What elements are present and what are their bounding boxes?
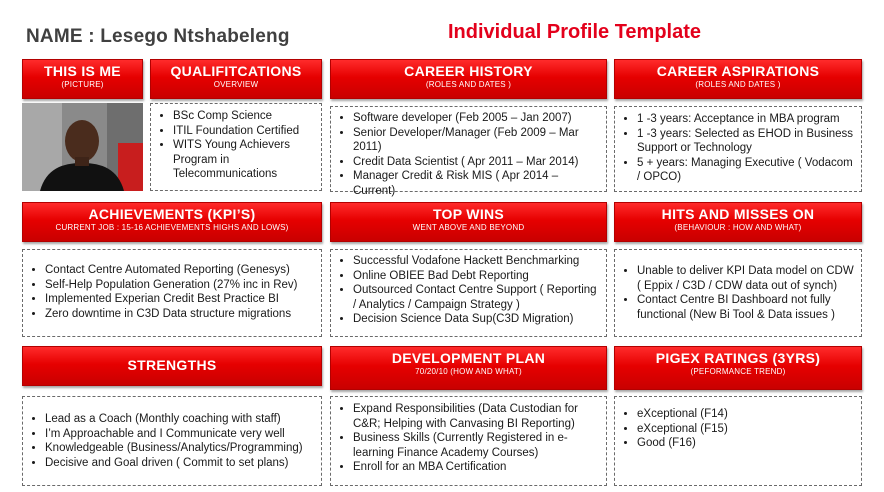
person-avatar-icon	[22, 103, 143, 191]
development-plan-list	[335, 402, 602, 475]
strengths-header	[22, 346, 322, 386]
career-history-subtitle: (ROLES AND DATES )	[425, 80, 512, 89]
pigex-ratings-title: PIGEX RATINGS (3YRS)	[655, 350, 821, 366]
achievements-subtitle: CURRENT JOB : 15-16 ACHIEVEMENTS HIGHS AND LOWS)	[55, 223, 289, 232]
this-is-me-subtitle: (PICTURE)	[61, 80, 104, 89]
list-item: • Contact Centre BI Dashboard not fully functional (New Bi Tool & Data issues )	[637, 293, 857, 322]
development-plan-subtitle: 70/20/10 (HOW AND WHAT)	[415, 367, 522, 376]
list-item: • Knowledgeable (Business/Analytics/Programming)	[45, 441, 317, 456]
this-is-me-title: THIS IS ME	[44, 63, 121, 79]
career-aspirations-title: CAREER ASPIRATIONS	[656, 63, 820, 79]
profile-name: NAME : Lesego Ntshabeleng	[26, 26, 290, 47]
list-item: • Unable to deliver KPI Data model on CDW ( Eppix / C3D / CDW data out of synch)	[637, 264, 857, 293]
hits-misses-list	[619, 264, 857, 322]
strengths-list	[27, 412, 317, 470]
list-item: • Self-Help Population Generation (27% inc in Rev)	[45, 278, 317, 293]
strengths-title: STRENGTHS	[127, 357, 217, 373]
development-plan-box	[330, 396, 607, 486]
list-item: • Business Skills (Currently Registered in e-learning Finance Academy Courses)	[353, 431, 602, 460]
top-wins-box	[330, 249, 607, 337]
list-item: • eXceptional (F14)	[637, 407, 857, 422]
list-item: • Software developer (Feb 2005 – Jan 2007)	[353, 111, 602, 126]
pigex-ratings-list	[619, 407, 857, 451]
achievements-list	[27, 263, 317, 321]
list-item: • Online OBIEE Bad Debt Reporting	[353, 269, 602, 284]
list-item: • Implemented Experian Credit Best Practice BI	[45, 292, 317, 307]
achievements-title: ACHIEVEMENTS (KPI’S)	[88, 206, 256, 222]
hits-misses-title: HITS AND MISSES ON	[661, 206, 815, 222]
list-item: • Manager Credit & Risk MIS ( Apr 2014 – Current)	[353, 169, 602, 198]
qualifications-header	[150, 59, 322, 99]
list-item: • Expand Responsibilities (Data Custodian for C&R; Helping with Canvasing BI Reporting)	[353, 402, 602, 431]
development-plan-title: DEVELOPMENT PLAN	[391, 350, 546, 366]
qualifications-title: QUALIFITCATIONS	[170, 63, 302, 79]
career-aspirations-list	[619, 112, 857, 185]
list-item: • WITS Young Achievers Program in Telecommunications	[173, 138, 317, 182]
this-is-me-header	[22, 59, 143, 99]
list-item: • Zero downtime in C3D Data structure migrations	[45, 307, 317, 322]
pigex-ratings-header	[614, 346, 862, 390]
strengths-box	[22, 396, 322, 486]
list-item: • Decisive and Goal driven ( Commit to set plans)	[45, 456, 317, 471]
list-item: • eXceptional (F15)	[637, 422, 857, 437]
list-item: • Contact Centre Automated Reporting (Genesys)	[45, 263, 317, 278]
career-history-header	[330, 59, 607, 99]
profile-photo	[22, 103, 143, 191]
list-item: • Good (F16)	[637, 436, 857, 451]
top-wins-title: TOP WINS	[432, 206, 505, 222]
career-history-box	[330, 106, 607, 197]
list-item: • Senior Developer/Manager (Feb 2009 – Mar 2011)	[353, 126, 602, 155]
career-history-list	[335, 111, 602, 198]
achievements-header	[22, 202, 322, 242]
list-item: • Successful Vodafone Hackett Benchmarking	[353, 254, 602, 269]
hits-misses-header	[614, 202, 862, 242]
qualifications-list	[155, 109, 317, 182]
hits-misses-box	[614, 249, 862, 337]
pigex-ratings-box	[614, 396, 862, 486]
list-item: • Enroll for an MBA Certification	[353, 460, 602, 475]
list-item: • 1 -3 years: Acceptance in MBA program	[637, 112, 857, 127]
list-item: • BSc Comp Science	[173, 109, 317, 124]
top-wins-subtitle: WENT ABOVE AND BEYOND	[412, 223, 525, 232]
career-aspirations-subtitle: (ROLES AND DATES )	[695, 80, 781, 89]
career-history-title: CAREER HISTORY	[404, 63, 533, 79]
qualifications-box	[150, 103, 322, 191]
qualifications-subtitle: OVERVIEW	[213, 80, 259, 89]
top-wins-header	[330, 202, 607, 242]
list-item: • Outsourced Contact Centre Support ( Reporting / Analytics / Campaign Strategy )	[353, 283, 602, 312]
achievements-box	[22, 249, 322, 337]
development-plan-header	[330, 346, 607, 390]
list-item: • Credit Data Scientist ( Apr 2011 – Mar 2014)	[353, 155, 602, 170]
career-aspirations-header	[614, 59, 862, 99]
list-item: • 5 + years: Managing Executive ( Vodacom / OPCO)	[637, 156, 857, 185]
list-item: • ITIL Foundation Certified	[173, 124, 317, 139]
career-aspirations-box	[614, 106, 862, 192]
hits-misses-subtitle: (BEHAVIOUR : HOW AND WHAT)	[674, 223, 802, 232]
page-title: Individual Profile Template	[448, 21, 702, 43]
list-item: • Decision Science Data Sup(C3D Migration)	[353, 312, 602, 327]
list-item: • Lead as a Coach (Monthly coaching with staff)	[45, 412, 317, 427]
list-item: • I’m Approachable and I Communicate very well	[45, 427, 317, 442]
top-wins-list	[335, 254, 602, 327]
list-item: • 1 -3 years: Selected as EHOD in Business Support or Technology	[637, 127, 857, 156]
pigex-ratings-subtitle: (PEFORMANCE TREND)	[690, 367, 786, 376]
